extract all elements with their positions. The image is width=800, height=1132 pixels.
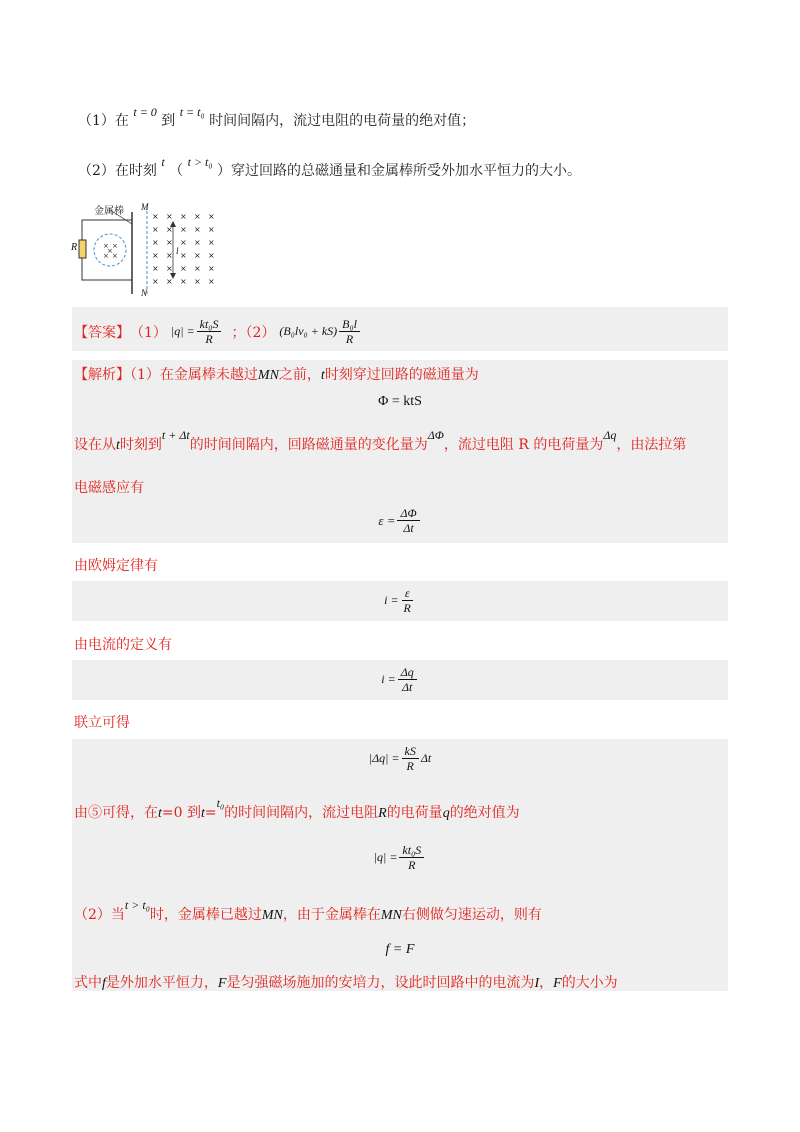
field-cross-mark: ×: [166, 264, 173, 273]
answer-frac1: [197, 317, 222, 346]
analysis-l2-t: t: [116, 438, 120, 453]
field-cross-mark: ×: [180, 277, 187, 286]
analysis-l8c: ，由于金属棒在: [282, 907, 381, 923]
analysis-l6: 联立可得: [74, 715, 130, 731]
field-cross-mark: ×: [180, 251, 187, 260]
q2-rest: ）穿过回路的总磁通量和金属棒所受外加水平恒力的大小。: [217, 163, 582, 179]
answer-frac2: [339, 317, 360, 346]
analysis-l1c: 时刻穿过回路的磁通量为: [324, 367, 479, 383]
analysis-l2e: ，由法拉第: [616, 437, 687, 453]
eq-force: [0, 942, 800, 958]
analysis-l7c: =: [204, 805, 217, 821]
eq-current-frac: [398, 665, 417, 694]
eq-emf-den: Δt: [403, 521, 414, 535]
field-cross-mark: ×: [152, 264, 159, 273]
field-cross-mark: ×: [166, 238, 173, 247]
analysis-line-9: [74, 972, 618, 992]
eq-dq-den: R: [406, 759, 414, 773]
eq-ohm-frac: [401, 586, 414, 615]
analysis-l9c: 是匀强磁场施加的安培力，设此时回路中的电流为: [226, 975, 535, 991]
analysis-l7-q: q: [442, 806, 450, 821]
q1-prefix: （1）在: [78, 113, 129, 129]
answer-label: 【答案】: [74, 324, 130, 341]
eq-q-frac: [399, 843, 424, 872]
eq-q-lhs: |q| =: [373, 850, 398, 864]
field-cross-mark: ×: [152, 212, 159, 221]
field-cross-mark: ×: [208, 277, 215, 286]
analysis-l9-I: I: [534, 976, 540, 991]
resistor: [79, 240, 86, 258]
analysis-l1-t: t: [320, 368, 325, 383]
analysis-l8-MN2: MN: [380, 908, 402, 923]
analysis-l9b: 是外加水平恒力，: [105, 975, 218, 991]
field-cross-mark: ×: [194, 212, 201, 221]
analysis-l1-MN: MN: [257, 368, 279, 383]
answer-frac2-num: B₀l: [339, 317, 360, 332]
eq-dq-rhs: Δt: [420, 751, 432, 765]
answer-line: [74, 317, 362, 346]
analysis-l2c: 的时间间隔内，回路磁通量的变化量为: [189, 437, 428, 453]
field-cross-mark: ×: [180, 212, 187, 221]
field-cross-mark: ×: [180, 238, 187, 247]
eq-ohm: [0, 586, 800, 615]
q1-t0: t = 0: [133, 105, 157, 119]
label-l: l: [176, 246, 179, 256]
answer-frac2-den: R: [345, 332, 354, 346]
eq-current-num: Δq: [398, 665, 417, 680]
eq-emf-num: ΔΦ: [397, 506, 419, 521]
eq-emf: [0, 506, 800, 535]
field-cross-mark: ×: [152, 277, 159, 286]
analysis-line-4: [74, 555, 158, 575]
analysis-l7b: =0 到: [161, 805, 201, 821]
q2-prefix: （2）在时刻: [78, 163, 157, 179]
analysis-l7-t0sup: t₀: [216, 796, 225, 810]
analysis-line-7: [74, 796, 520, 822]
field-cross-mark: ×: [103, 252, 109, 260]
eq-force-text: f = F: [385, 942, 415, 957]
analysis-l8-cond: t > t₀: [124, 898, 150, 912]
analysis-l7-R: R: [378, 806, 387, 821]
analysis-l2a: 设在从: [74, 437, 116, 453]
eq-current-den: Δt: [402, 680, 413, 694]
q1-tt0: t = t₀: [179, 105, 205, 119]
eq-ohm-num: ε: [402, 586, 413, 601]
eq-flux-text: Φ = ktS: [378, 394, 422, 409]
eq-emf-frac: [397, 506, 419, 535]
analysis-l9-F2: F: [553, 976, 562, 991]
analysis-l4: 由欧姆定律有: [74, 558, 158, 574]
eq-ohm-den: R: [403, 601, 411, 615]
q2-paren: （: [169, 163, 184, 179]
field-cross-mark: ×: [152, 238, 159, 247]
field-cross-mark: ×: [194, 264, 201, 273]
field-cross-mark: ×: [208, 212, 215, 221]
field-cross-mark: ×: [208, 264, 215, 273]
eq-q: [0, 843, 800, 872]
field-cross-mark: ×: [208, 225, 215, 234]
answer-frac1-den: R: [205, 332, 213, 346]
analysis-l7d: 的时间间隔内，流过电阻: [224, 805, 379, 821]
analysis-line-8: [74, 898, 542, 924]
answer-part1: （1）: [130, 324, 167, 341]
field-cross-mark: ×: [194, 225, 201, 234]
field-cross-mark: ×: [112, 252, 118, 260]
q2-t: t: [161, 155, 165, 169]
analysis-l7e: 的电荷量: [386, 805, 443, 821]
analysis-l8d: 右侧做匀速运动，则有: [401, 907, 542, 923]
field-cross-mark: ×: [166, 277, 173, 286]
analysis-l1a: （1）在金属棒未越过: [130, 367, 258, 383]
analysis-line-3: [74, 477, 144, 497]
eq-current: [0, 665, 800, 694]
analysis-label: 【解析】: [74, 367, 130, 383]
analysis-l8a: （2）当: [74, 907, 125, 923]
field-cross-mark: ×: [107, 247, 113, 255]
field-cross-mark: ×: [166, 212, 173, 221]
analysis-l9d: ，: [539, 975, 554, 991]
analysis-l7a: 由⑤可得，在: [74, 805, 158, 821]
eq-q-den: R: [408, 858, 416, 872]
field-cross-mark: ×: [194, 277, 201, 286]
answer-frac1-num: kt₀S: [197, 317, 222, 332]
analysis-line-6: [74, 712, 130, 732]
answer-expr2: (B₀lv₀ + kS): [279, 324, 338, 338]
analysis-l7-t0: t: [158, 806, 162, 821]
analysis-l9a: 式中: [74, 975, 102, 991]
eq-current-lhs: i =: [381, 672, 396, 686]
field-cross-mark: ×: [166, 225, 173, 234]
field-cross-mark: ×: [208, 238, 215, 247]
eq-emf-lhs: ε =: [378, 512, 396, 528]
field-cross-mark: ×: [194, 251, 201, 260]
field-cross-mark: ×: [103, 242, 109, 250]
analysis-l2b: 时刻到: [119, 437, 162, 453]
field-cross-mark: ×: [112, 242, 118, 250]
analysis-l3: 电磁感应有: [74, 480, 144, 496]
analysis-line-2: [74, 428, 687, 454]
answer-sep: ；（2）: [231, 324, 276, 341]
analysis-line-5: [74, 634, 172, 654]
field-cross-mark: ×: [152, 225, 159, 234]
q1-rest: 时间间隔内，流过电阻的电荷量的绝对值；: [209, 113, 476, 129]
analysis-l9-f: f: [102, 976, 106, 991]
analysis-l9e: 的大小为: [561, 975, 618, 991]
question-2: [78, 155, 582, 180]
field-cross-mark: ×: [194, 238, 201, 247]
q1-to: 到: [161, 113, 176, 129]
field-cross-mark: ×: [180, 225, 187, 234]
q2-cond: t > t₀: [187, 155, 213, 169]
label-R: R: [71, 242, 78, 253]
field-cross-mark: ×: [166, 251, 173, 260]
eq-dq: [0, 744, 800, 773]
analysis-l7-tt: t: [200, 806, 205, 821]
eq-q-num: kt₀S: [399, 843, 424, 858]
analysis-l2-dphi: ΔΦ: [427, 428, 444, 442]
analysis-l9-F: F: [217, 976, 227, 991]
field-cross-mark: ×: [208, 251, 215, 260]
analysis-l7f: 的绝对值为: [449, 805, 520, 821]
eq-ohm-lhs: i =: [384, 593, 399, 607]
analysis-l8b: 时，金属棒已越过: [149, 907, 262, 923]
label-M: M: [141, 202, 149, 212]
analysis-l8-MN: MN: [261, 908, 283, 923]
label-N: N: [141, 288, 148, 298]
field-cross-mark: ×: [180, 264, 187, 273]
analysis-l2-tdt: t + Δt: [161, 428, 190, 442]
analysis-line-1: [74, 364, 479, 384]
analysis-l5: 由电流的定义有: [74, 637, 172, 653]
rod-label: 金属棒: [94, 206, 124, 217]
circuit-figure: [70, 200, 220, 300]
analysis-l1b: 之前，: [278, 367, 321, 383]
analysis-l2-dq: Δq: [603, 428, 617, 442]
circuit-diagram: [70, 200, 220, 300]
field-cross-mark: ×: [152, 251, 159, 260]
analysis-l2d: ，流过电阻 R 的电荷量为: [443, 437, 604, 453]
question-1: [78, 105, 476, 130]
eq-dq-num: kS: [402, 744, 419, 759]
eq-flux: [0, 394, 800, 410]
answer-absq: |q| =: [170, 324, 195, 338]
eq-dq-lhs: |Δq| =: [368, 751, 400, 765]
eq-dq-frac: [402, 744, 419, 773]
